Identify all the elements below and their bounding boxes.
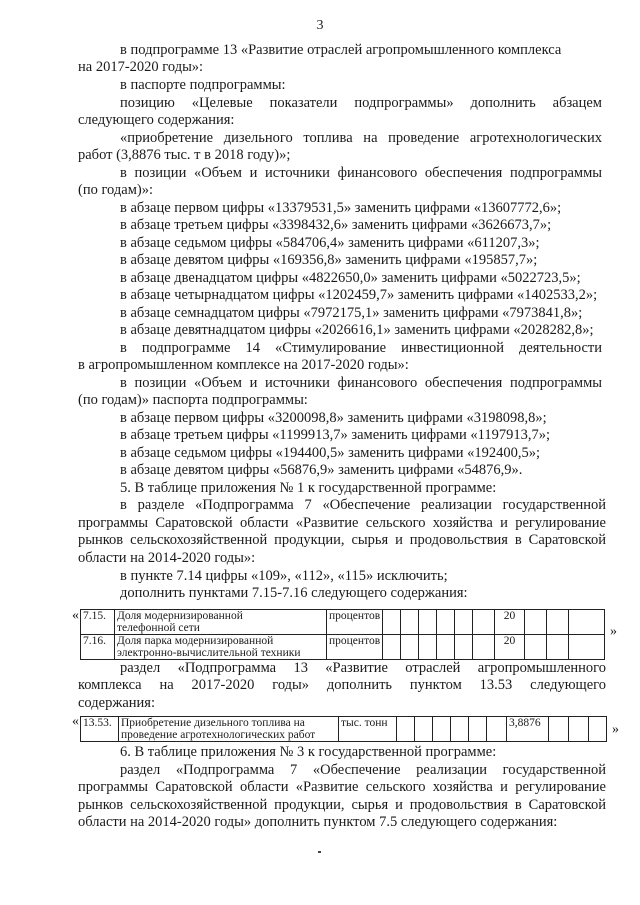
row-number: 13.53. [81,717,119,742]
text-line: в подпрограмме 13 «Развитие отраслей агропромышленного комплекса [120,42,562,58]
indicator-name-line: Доля парка модернизированной [117,635,274,647]
text-line: (по годам)»: [78,182,153,198]
scan-speck [318,851,321,853]
indicator-name-line: электронно-вычислительной техники [117,647,301,659]
indicator-name-line: Доля модернизированной [117,610,243,622]
text-line: работ (3,8876 тыс. т в 2018 году)»; [78,147,291,163]
value-cell: 20 [495,610,525,635]
text-line: следующего содержания: [78,112,235,128]
text-line: раздел «Подпрограмма 7 «Обеспечение реализации государственной [120,762,606,778]
text-line: содержания: [78,695,156,711]
text-line: в абзаце первом цифры «13379531,5» заменить цифрами «13607772,6»; [120,200,562,216]
text-line: в агропромышленном комплексе на 2017-2020 годы»: [78,357,409,373]
text-line: программы Саратовской области «Развитие сельского хозяйства и регулирование [78,779,606,795]
text-line: в абзаце третьем цифры «1199913,7» заменить цифрами «1197913,7»; [120,427,551,443]
text-line: рынков сельскохозяйственной продукции, сырья и продовольствия в Саратовской [78,797,606,813]
text-line: 5. В таблице приложения № 1 к государственной программе: [120,480,497,496]
text-line: на 2017-2020 годы»: [78,59,204,75]
text-line: раздел «Подпрограмма 13 «Развитие отраслей агропромышленного [120,660,606,676]
text-line: в позиции «Объем и источники финансового обеспечения подпрограммы [120,375,602,391]
text-line: в подпрограмме 14 «Стимулирование инвестиционной деятельности [120,340,602,356]
table-row [81,717,607,742]
text-line: в абзаце четырнадцатом цифры «1202459,7» заменить цифрами «1402533,2»; [120,287,598,303]
page-number: 3 [316,18,324,33]
text-line: области на 2014-2020 годы»: [78,550,256,566]
indicator-name [115,635,327,660]
text-line: области на 2014-2020 годы» дополнить пунктом 7.5 следующего содержания: [78,814,558,830]
table-row [81,635,605,660]
text-line: программы Саратовской области «Развитие сельского хозяйства и регулирование [78,515,606,531]
text-line: в пункте 7.14 цифры «109», «112», «115» исключить; [120,568,448,584]
text-line: в абзаце седьмом цифры «584706,4» заменить цифрами «611207,3»; [120,235,540,251]
row-number: 7.16. [81,635,115,660]
indicator-name-line: Приобретение дизельного топлива на [121,717,305,729]
unit-cell: процентов [327,610,383,635]
text-line: «приобретение дизельного топлива на проведение агротехнологических [120,130,602,146]
text-line: позицию «Целевые показатели подпрограммы» дополнить абзацем [120,95,602,111]
unit-cell: процентов [327,635,383,660]
text-line: в абзаце двенадцатом цифры «4822650,0» заменить цифрами «5022723,5»; [120,270,581,286]
indicator-name-line: проведение агротехнологических работ [121,729,316,741]
open-quote: « [72,608,79,623]
text-line: в абзаце девятом цифры «169356,8» заменить цифрами «195857,7»; [120,252,538,268]
text-line: в абзаце первом цифры «3200098,8» заменить цифрами «3198098,8»; [120,410,547,426]
text-line: в абзаце девятнадцатом цифры «2026616,1» заменить цифрами «2028282,8»; [120,322,594,338]
text-line: 6. В таблице приложения № 3 к государственной программе: [120,744,497,760]
close-quote: » [612,722,619,737]
unit-cell: тыс. тонн [339,717,397,742]
text-line: в абзаце третьем цифры «3398432,6» заменить цифрами «3626673,7»; [120,217,552,233]
text-line: в абзаце седьмом цифры «194400,5» заменить цифрами «192400,5»; [120,445,541,461]
table-row [81,610,605,635]
indicator-name-line: телефонной сети [117,622,200,634]
text-line: в абзаце семнадцатом цифры «7972175,1» заменить цифрами «7973841,8»; [120,305,583,321]
value-cell: 20 [495,635,525,660]
row-number: 7.15. [81,610,115,635]
indicator-name [115,610,327,635]
value-cell: 3,8876 [507,717,549,742]
text-line: (по годам)» паспорта подпрограммы: [78,392,308,408]
text-line: рынков сельскохозяйственной продукции, сырья и продовольствия в Саратовской [78,532,606,548]
text-line: в абзаце девятом цифры «56876,9» заменить цифрами «54876,9». [120,462,523,478]
text-line: дополнить пунктами 7.15-7.16 следующего содержания: [120,585,468,601]
indicator-name [119,717,339,742]
table-items-7-15-7-16 [80,609,605,660]
text-line: в разделе «Подпрограмма 7 «Обеспечение реализации государственной [120,497,606,513]
table-item-13-53 [80,716,607,742]
close-quote: » [610,624,617,639]
open-quote: « [72,714,79,729]
text-line: в паспорте подпрограммы: [120,77,286,93]
text-line: комплекса на 2017-2020 годы» дополнить пунктом 13.53 следующего [78,677,606,693]
text-line: в позиции «Объем и источники финансового обеспечения подпрограммы [120,165,602,181]
